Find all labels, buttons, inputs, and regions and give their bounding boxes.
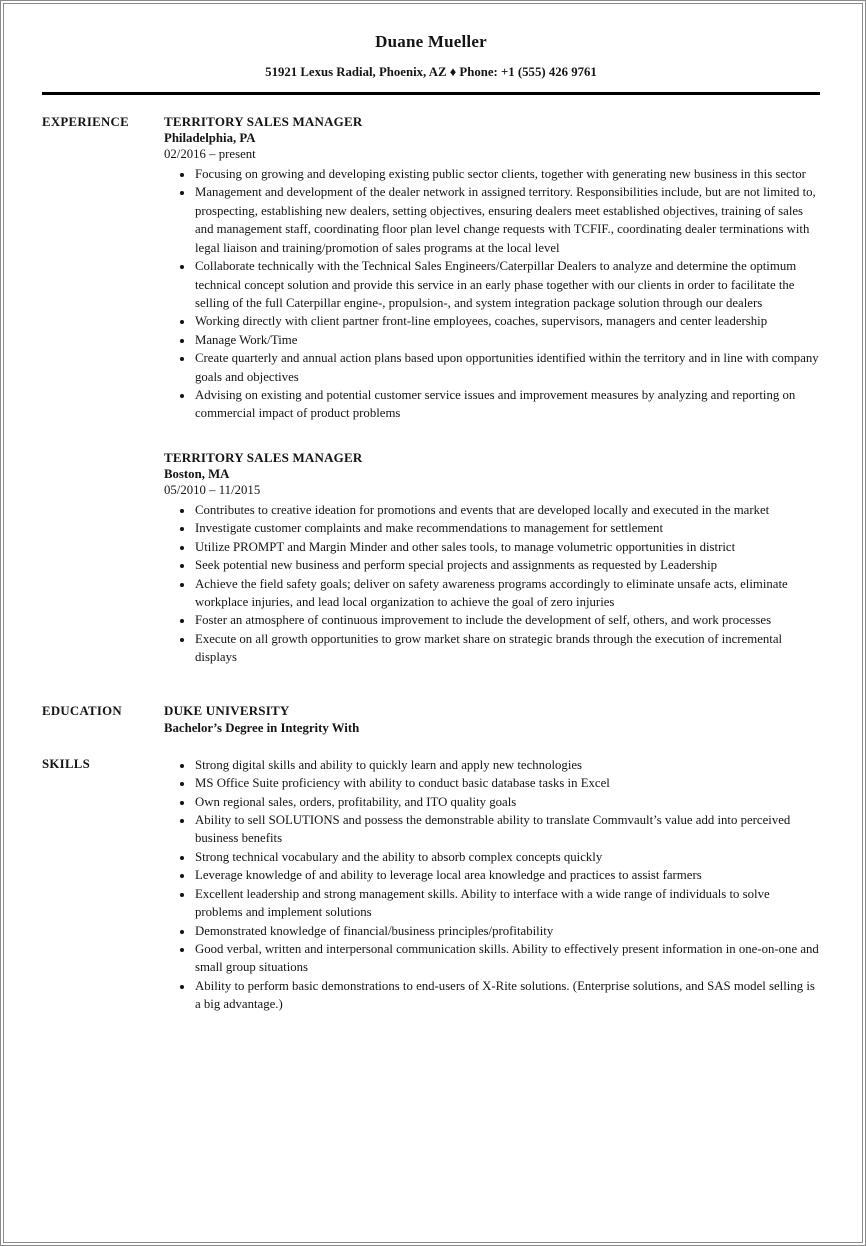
skill-bullet: • Good verbal, written and interpersonal communication skills. Ability to effectively present information in one-on-one and small group situations: [194, 940, 820, 977]
job-bullet: • Achieve the field safety goals; deliver on safety awareness programs accordingly to eliminate unsafe acts, eliminate workplace injuries, and lead local organization to achieve the goal of zero injuries: [194, 575, 820, 612]
job-bullet-list: [164, 501, 820, 667]
job-entry: [164, 450, 820, 667]
education-body: [164, 703, 820, 736]
job-bullet: • Advising on existing and potential customer service issues and improvement measures by analyzing and reporting on commercial impact of product problems: [194, 386, 820, 423]
skills-bullet-list: [164, 756, 820, 1014]
header-divider: [42, 92, 820, 95]
job-title: TERRITORY SALES MANAGER: [164, 449, 363, 465]
job-bullet: • Execute on all growth opportunities to grow market share on strategic brands through the execution of incremental displays: [194, 630, 820, 667]
skill-bullet: • Demonstrated knowledge of financial/business principles/profitability: [194, 922, 820, 940]
job-bullet: • Collaborate technically with the Technical Sales Engineers/Caterpillar Dealers to analyze and determine the optimum technical concept solution and provide this service in an early phase together with our clients in order to facilitate the selling of the full Caterpillar engine-, propulsion-, and system integration package solution through our dealers: [194, 257, 820, 312]
job-bullet: • Focusing on growing and developing existing public sector clients, together with generating new business in this sector: [194, 165, 820, 183]
education-school: DUKE UNIVERSITY: [164, 702, 290, 718]
job-bullet: • Working directly with client partner front-line employees, coaches, supervisors, managers and center leadership: [194, 312, 820, 330]
candidate-name: Duane Mueller: [375, 32, 487, 51]
skills-label: SKILLS: [42, 756, 91, 771]
contact-line: 51921 Lexus Radial, Phoenix, AZ ♦ Phone: +1 (555) 426 9761: [265, 65, 597, 79]
job-location: Philadelphia, PA: [164, 131, 256, 145]
job-bullet: • Foster an atmosphere of continuous improvement to include the development of self, others, and work processes: [194, 611, 820, 629]
skill-bullet: • Strong digital skills and ability to quickly learn and apply new technologies: [194, 756, 820, 774]
education-label: EDUCATION: [42, 703, 122, 718]
job-bullet: • Investigate customer complaints and make recommendations to management for settlement: [194, 519, 820, 537]
job-bullet: • Manage Work/Time: [194, 331, 820, 349]
job-entry: [164, 114, 820, 423]
skills-body: [164, 756, 820, 1014]
experience-label: EXPERIENCE: [42, 115, 129, 129]
skill-bullet: • Ability to perform basic demonstrations to end-users of X-Rite solutions. (Enterprise solutions, and SAS model selling is a big advantage.): [194, 977, 820, 1014]
job-bullet: • Management and development of the dealer network in assigned territory. Responsibilities include, but are not limited to, prospecting, establishing new dealers, setting objectives, ensuring dealers meet established objectives, training of sales and management staff, coordinating floor plan level change requests with TCFIF., coordinating dealer terminations with legal liaison and training/promotion of sales programs at the local level: [194, 183, 820, 257]
job-bullet: • Seek potential new business and perform special projects and assignments as requested by Leadership: [194, 556, 820, 574]
skill-bullet: • Ability to sell SOLUTIONS and possess the demonstrable ability to translate Commvault’s value add into perceived business benefits: [194, 811, 820, 848]
experience-body: [164, 114, 820, 667]
skill-bullet: • Strong technical vocabulary and the ability to absorb complex concepts quickly: [194, 848, 820, 866]
job-title: TERRITORY SALES MANAGER: [164, 114, 363, 129]
job-bullet: • Create quarterly and annual action plans based upon opportunities identified within the territory and in line with company goals and objectives: [194, 349, 820, 386]
job-location: Boston, MA: [164, 466, 230, 481]
section-experience: [42, 114, 820, 667]
education-degree: Bachelor’s Degree in Integrity With: [164, 720, 360, 735]
section-skills: [42, 756, 820, 1014]
job-dates: 05/2010 – 11/2015: [164, 482, 261, 497]
job-bullet: • Contributes to creative ideation for promotions and events that are developed locally and executed in the market: [194, 501, 820, 519]
resume-header: [42, 32, 820, 80]
skill-bullet: • Excellent leadership and strong management skills. Ability to interface with a wide range of individuals to solve problems and implement solutions: [194, 885, 820, 922]
job-bullet: • Utilize PROMPT and Margin Minder and other sales tools, to manage volumetric opportunities in district: [194, 538, 820, 556]
skill-bullet: • Own regional sales, orders, profitability, and ITO quality goals: [194, 793, 820, 811]
job-bullet-list: [164, 165, 820, 423]
skill-bullet: • Leverage knowledge of and ability to leverage local area knowledge and practices to assist farmers: [194, 866, 820, 884]
section-education: [42, 703, 820, 736]
resume-content: [4, 4, 862, 1034]
skill-bullet: • MS Office Suite proficiency with ability to conduct basic database tasks in Excel: [194, 774, 820, 792]
job-dates: 02/2016 – present: [164, 147, 256, 161]
